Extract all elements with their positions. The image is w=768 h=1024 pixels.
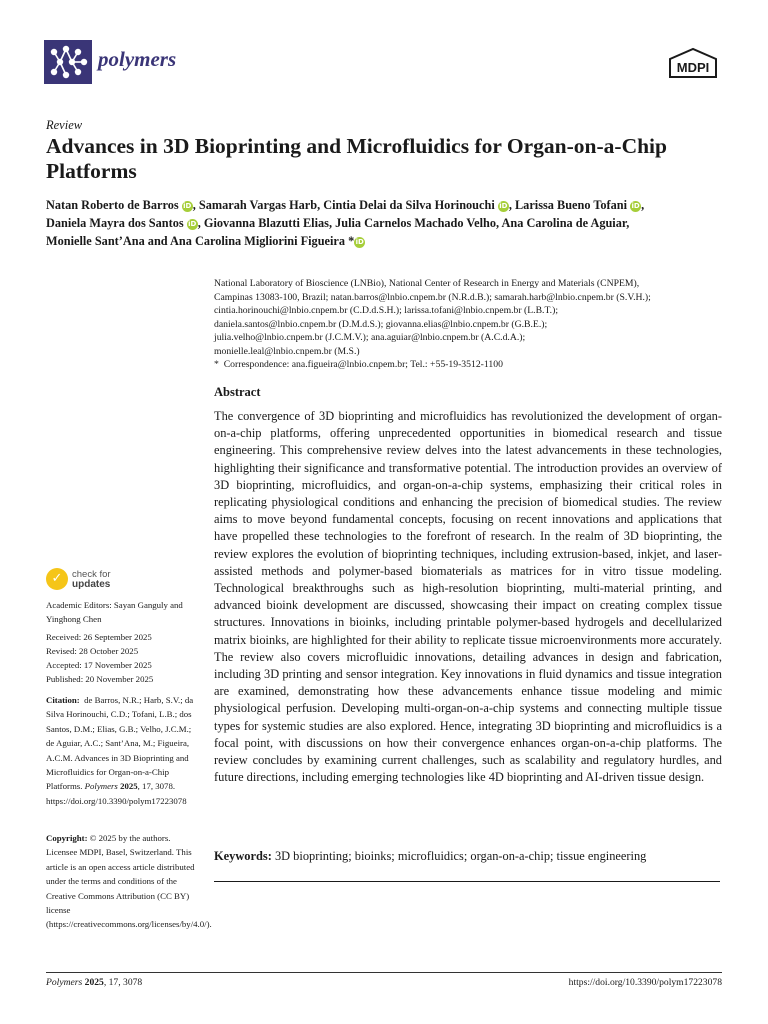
author: Cintia Delai da Silva Horinouchi <box>323 198 495 212</box>
author: Monielle Sant’Ana <box>46 234 145 248</box>
check-updates-button[interactable]: ✓ check for updates <box>46 568 176 594</box>
check-updates-icon: ✓ <box>46 568 68 590</box>
journal-name: polymers <box>98 47 177 71</box>
copyright <box>46 831 212 932</box>
affiliation <box>214 277 734 372</box>
keywords <box>214 848 722 865</box>
correspondence: * Correspondence: ana.figueira@lnbio.cnpem.br; Tel.: +55-19-3512-1100 <box>214 359 503 370</box>
copyright-label: Copyright: <box>46 833 88 843</box>
page-title: Advances in 3D Bioprinting and Microfluidics for Organ-on-a-Chip Platforms <box>46 134 667 183</box>
keywords-label: Keywords: <box>214 849 272 863</box>
keywords-text: 3D bioprinting; bioinks; microfluidics; organ-on-a-chip; tissue engineering <box>274 849 647 863</box>
footer-divider <box>46 972 722 973</box>
footer-doi-link[interactable]: https://doi.org/10.3390/polym17223078 <box>568 977 722 988</box>
affiliation-line: cintia.horinouchi@lnbio.cnpem.br (C.D.d.S.H.); larissa.tofani@lnbio.cnpem.br (L.B.T.); <box>214 305 559 316</box>
author: Ana Carolina Migliorini Figueira * <box>170 234 355 248</box>
mdpi-logo <box>666 47 720 79</box>
citation-journal: Polymers <box>84 781 118 792</box>
divider <box>214 881 720 882</box>
citation-label: Citation: <box>46 695 80 705</box>
citation <box>46 693 196 808</box>
article-dates <box>46 630 196 686</box>
author: Julia Carnelos Machado Velho <box>335 216 497 230</box>
author: Samarah Vargas Harb <box>198 198 318 212</box>
revised-date: Revised: 28 October 2025 <box>46 646 139 656</box>
author: Natan Roberto de Barros <box>46 198 179 212</box>
footer-citation: Polymers 2025, 17, 3078 <box>46 977 143 988</box>
author: Giovanna Blazutti Elias <box>203 216 329 230</box>
orcid-icon[interactable]: iD <box>631 202 640 210</box>
affiliation-line: julia.velho@lnbio.cnpem.br (J.C.M.V.); ana.aguiar@lnbio.cnpem.br (A.C.d.A.); <box>214 332 526 343</box>
citation-year: 2025 <box>120 781 138 792</box>
orcid-icon[interactable]: iD <box>355 238 364 246</box>
academic-editors: Academic Editors: Sayan Ganguly and Yinghong Chen <box>46 600 183 624</box>
abstract-text: The convergence of 3D bioprinting and microfluidics has revolutionized the development of organ-on-a-chip platforms, offering unprecedented opportunities in biomedical research and tissue engineering. This comprehensive review delves into the latest advancements in these technologies, highlighting their significance and transformative potential. The introduction provides an overview of 3D bioprinting, microfluidics, and organ-on-a-chip systems, emphasizing their critical roles in replicating physiological conditions and enhancing the precision of biomedical studies. The review aims to move beyond fundamental concepts, focusing on recent innovations and applications that have propelled these technologies to the forefront of research. In the realm of 3D bioprinting, the review explores the evolution of bioprinting techniques, including extrusion-based, inkjet, and laser-assisted methods and polymer-based biomaterials as matrices for in vitro tissue modeling. Technological breakthroughs such as high-resolution bioprinting, multi-material printing, and advanced bioink development are discussed, showcasing their impact on creating complex tissue structures. Innovations in bioinks, including printable polymer-based hydrogels and decellularized matrix bioinks, are highlighted for their ability to replicate tissue microenvironments more accurately. The review also covers microfluidic innovations, detailing advances in design and fabrication, including 3D printing and sensor integration. Key innovations in fluid dynamics and tissue integration are examined, demonstrating how these advancements enhance tissue modeling and mimic physiological perfusion. Developing multi-organ-on-a-chip systems and connecting multiple tissue types for systemic studies are also explored. Hence, integrating 3D bioprinting and microfluidics is a focal point, with discussions on how their convergence enhances organ-on-a-chip platforms. The review concludes by examining current challenges, such as scalability and regulatory hurdles, and future directions, including emerging technologies like 4D bioprinting and AI-driven tissue design. <box>214 409 722 785</box>
affiliation-line: Campinas 13083-100, Brazil; natan.barros@lnbio.cnpem.br (N.R.d.B.); samarah.harb@lnbio.cnpem.br (S.V.H.); <box>214 291 651 303</box>
author: Ana Carolina de Aguiar <box>501 216 627 230</box>
journal-logo <box>44 40 92 84</box>
orcid-icon[interactable]: iD <box>188 220 197 228</box>
author-list: Natan Roberto de Barros iD, Samarah Vargas Harb, Cintia Delai da Silva Horinouchi iD, Larissa Bueno Tofani iD, Daniela Mayra dos Santos iD, Giovanna Blazutti Elias, Julia Carnelos Machado Velho, Ana Carolina de Aguiar, Monielle Sant’Ana and Ana Carolina Migliorini Figueira *iD <box>46 198 645 248</box>
published-date: Published: 20 November 2025 <box>46 674 154 684</box>
orcid-icon[interactable]: iD <box>183 202 192 210</box>
author: Larissa Bueno Tofani <box>514 198 628 212</box>
received-date: Received: 26 September 2025 <box>46 632 152 642</box>
affiliation-line: monielle.leal@lnbio.cnpem.br (M.S.) <box>214 345 360 357</box>
copyright-text: © 2025 by the authors. Licensee MDPI, Basel, Switzerland. This article is an open access article distributed under the terms and conditions of the Creative Commons Attribution (CC BY) license (https://creativecommons.org/licenses/by/4.0/). <box>46 833 212 930</box>
accepted-date: Accepted: 17 November 2025 <box>46 660 152 670</box>
orcid-icon[interactable]: iD <box>499 202 508 210</box>
article-type: Review <box>46 118 83 132</box>
affiliation-line: National Laboratory of Bioscience (LNBio), National Center of Research in Energy and Materials (CNPEM), <box>214 278 640 289</box>
publisher-name: MDPI <box>676 60 710 75</box>
citation-rest[interactable]: , 17, 3078. https://doi.org/10.3390/polym17223078 <box>46 781 187 806</box>
affiliation-line: daniela.santos@lnbio.cnpem.br (D.M.d.S.); giovanna.elias@lnbio.cnpem.br (G.B.E.); <box>214 318 548 330</box>
author: Daniela Mayra dos Santos <box>46 216 184 230</box>
citation-text: de Barros, N.R.; Harb, S.V.; da Silva Horinouchi, C.D.; Tofani, L.B.; dos Santos, D.M.; Elias, G.B.; Velho, J.C.M.; de Aguiar, A.C.; Sant’Ana, M.; Figueira, A.C.M. Advances in 3D Bioprinting and Microfluidics for Organ-on-a-Chip Platforms. <box>46 695 194 792</box>
abstract-heading: Abstract <box>214 385 261 399</box>
